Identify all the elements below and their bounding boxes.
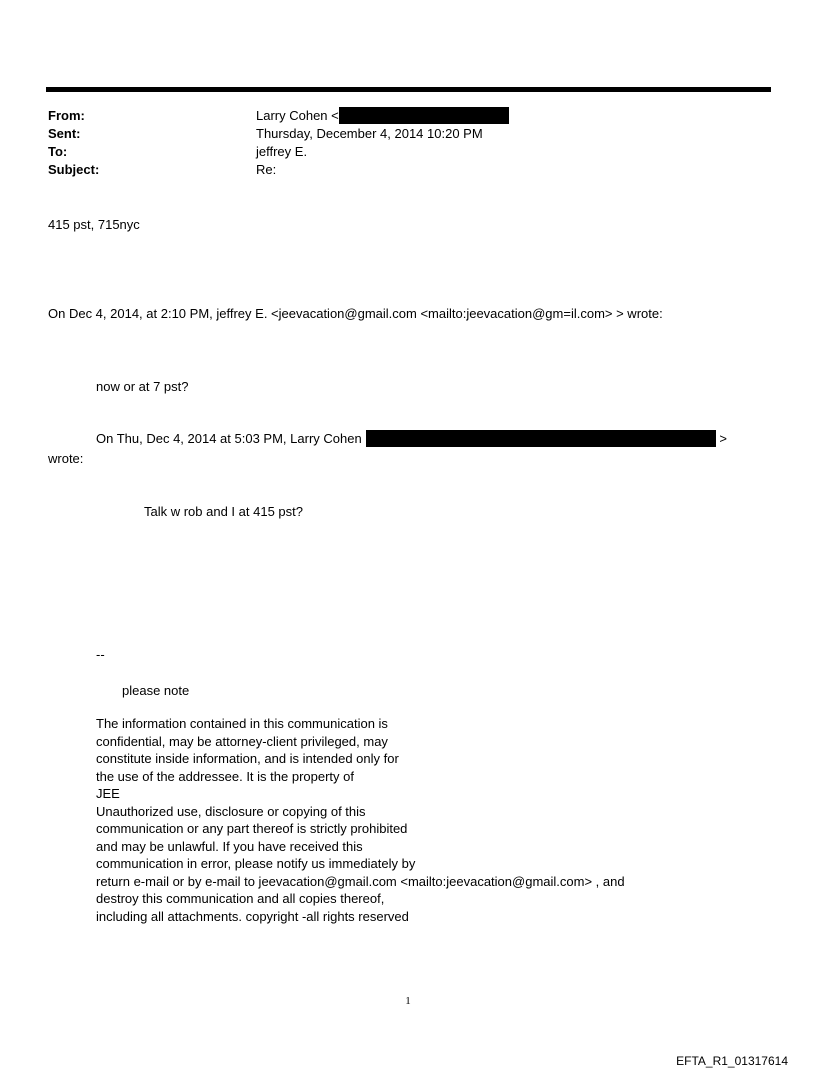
redaction-box xyxy=(339,107,509,124)
sent-value: Thursday, December 4, 2014 10:20 PM xyxy=(256,126,483,141)
disclaimer-line: constitute inside information, and is intended only for xyxy=(96,751,399,766)
page-number: 1 xyxy=(405,995,411,1007)
bates-id: EFTA_R1_01317614 xyxy=(676,1054,788,1068)
header-rule xyxy=(46,87,771,92)
quote2-wrote: wrote: xyxy=(48,451,84,466)
reply-text: 415 pst, 715nyc xyxy=(48,217,140,232)
from-name: Larry Cohen < xyxy=(256,108,339,123)
disclaimer-line: including all attachments. copyright -all rights reserved xyxy=(96,908,409,924)
disclaimer-line: communication or any part thereof is strictly prohibited xyxy=(96,821,408,836)
disclaimer-line: destroy this communication and all copies thereof, xyxy=(96,891,385,906)
quote2-text: Talk w rob and I at 415 pst? xyxy=(144,504,303,519)
from-value xyxy=(256,107,509,125)
quote1-header: On Dec 4, 2014, at 2:10 PM, jeffrey E. <jeevacation@gmail.com <mailto:jeevacation@gm=il.com> > wrote: xyxy=(48,306,663,321)
disclaimer-line: confidential, may be attorney-client privileged, may xyxy=(96,733,388,749)
to-label: To: xyxy=(48,144,68,159)
disclaimer-line: return e-mail or by e-mail to jeevacation@gmail.com <mailto:jeevacation@gmail.com> , and xyxy=(96,873,625,889)
subject-value: Re: xyxy=(256,162,277,177)
quote1-text: now or at 7 pst? xyxy=(96,379,189,394)
to-value: jeffrey E. xyxy=(256,144,308,159)
signature-dashes: -- xyxy=(96,647,105,662)
disclaimer-line: The information contained in this communication is xyxy=(96,716,388,731)
sent-label: Sent: xyxy=(48,126,81,141)
disclaimer-line: JEE xyxy=(96,786,120,801)
disclaimer xyxy=(96,715,625,925)
disclaimer-line: the use of the addressee. It is the property of xyxy=(96,768,354,784)
from-label: From: xyxy=(48,108,85,123)
subject-label: Subject: xyxy=(48,162,100,177)
quote2-header-start: On Thu, Dec 4, 2014 at 5:03 PM, Larry Cohen xyxy=(96,431,362,446)
signature-note: please note xyxy=(122,683,190,698)
quote2-header-end: > xyxy=(719,431,727,446)
disclaimer-line: Unauthorized use, disclosure or copying of this xyxy=(96,803,366,819)
quote2-header xyxy=(96,430,727,448)
disclaimer-line: communication in error, please notify us immediately by xyxy=(96,856,416,871)
redaction-box xyxy=(366,430,716,447)
disclaimer-line: and may be unlawful. If you have received this xyxy=(96,838,363,854)
